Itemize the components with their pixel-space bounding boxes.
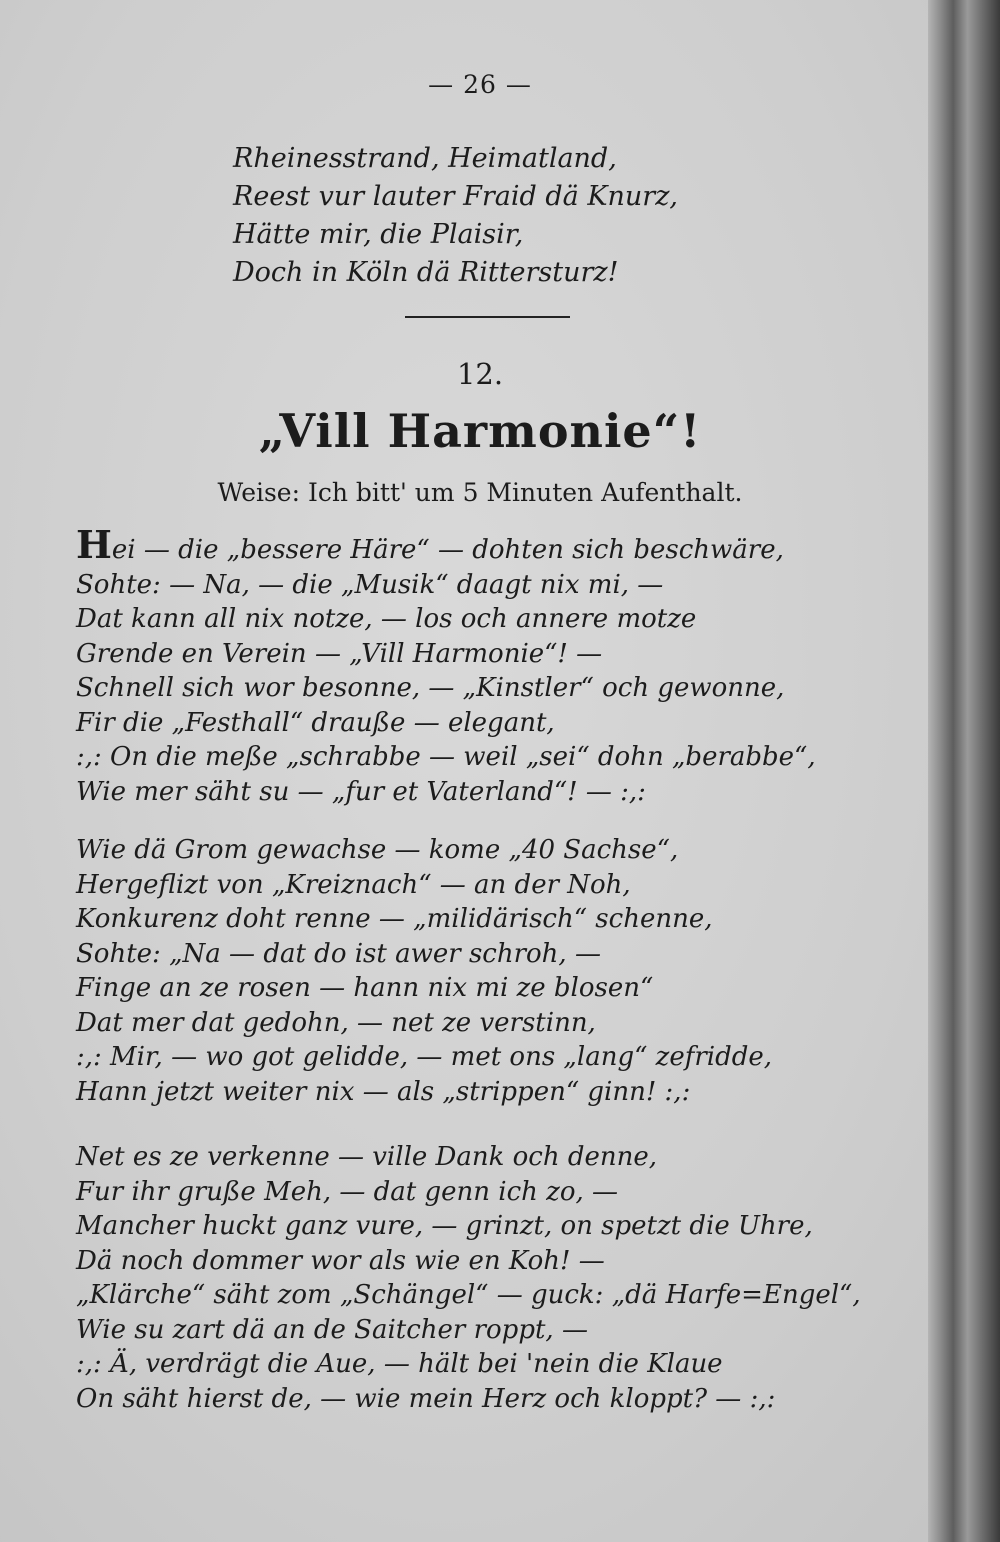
melody-note: Weise: Ich bitt' um 5 Minuten Aufenthalt. bbox=[217, 478, 743, 507]
verse-line: Wie dä Grom gewachse — kome „40 Sachse“, bbox=[76, 835, 679, 865]
verse-line: Net es ze verkenne — ville Dank och denne, bbox=[76, 1142, 658, 1172]
verse-line: Mancher huckt ganz vure, — grinzt, on spetzt die Uhre, bbox=[76, 1211, 813, 1241]
verse-line: Rheinesstrand, Heimatland, bbox=[233, 143, 617, 174]
page-number: — 26 — bbox=[428, 70, 532, 99]
verse-line: Schnell sich wor besonne, — „Kinstler“ och gewonne, bbox=[76, 673, 785, 703]
drop-cap: H bbox=[76, 522, 112, 567]
verse-line: Reest vur lauter Fraid dä Knurz, bbox=[233, 181, 679, 212]
stanza-1 bbox=[76, 522, 816, 809]
verse-line: Wie mer säht su — „fur et Vaterland“! — :,: bbox=[76, 776, 646, 807]
verse-line: Grende en Verein — „Vill Harmonie“! — bbox=[76, 638, 603, 669]
verse-line: Dat mer dat gedohn, — net ze verstinn, bbox=[76, 1007, 596, 1038]
verse-line: Konkurenz doht renne — „milidärisch“ schenne, bbox=[76, 904, 713, 934]
section-divider bbox=[405, 316, 570, 318]
verse-line: Hätte mir, die Plaisir, bbox=[233, 219, 524, 250]
verse-line: Fir die „Festhall“ drauße — elegant, bbox=[76, 707, 555, 738]
verse-line: Hann jetzt weiter nix — als „strippen“ ginn! :,: bbox=[76, 1076, 691, 1107]
verse-line: Doch in Köln dä Rittersturz! bbox=[233, 257, 619, 288]
verse-line: „Klärche“ säht zom „Schängel“ — guck: „dä Harfe=Engel“, bbox=[76, 1280, 861, 1310]
verse-line: Hergeflizt von „Kreiznach“ — an der Noh, bbox=[76, 869, 631, 900]
song-number: 12. bbox=[456, 357, 504, 391]
stanza-2 bbox=[76, 833, 772, 1109]
stanza-3 bbox=[76, 1140, 861, 1416]
verse-line: :,: On die meße „schrabbe — weil „sei“ dohn „berabbe“, bbox=[76, 742, 816, 772]
verse-line: :,: Mir, — wo got gelidde, — met ons „lang“ zefridde, bbox=[76, 1042, 773, 1072]
verse-line: Fur ihr gruße Meh, — dat genn ich zo, — bbox=[76, 1176, 619, 1207]
verse-line: Dä noch dommer wor als wie en Koh! — bbox=[76, 1245, 605, 1276]
song-title: „Vill Harmonie“! bbox=[258, 404, 702, 458]
verse-line: Sohte: „Na — dat do ist awer schroh, — bbox=[76, 938, 601, 969]
verse-line: :,: Ä, verdrägt die Aue, — hält bei 'nein die Klaue bbox=[76, 1349, 723, 1379]
verse-line: Dat kann all nix notze, — los och annere motze bbox=[76, 604, 697, 634]
verse-line: Finge an ze rosen — hann nix mi ze blosen“ bbox=[76, 973, 654, 1003]
previous-song-ending bbox=[233, 140, 678, 292]
verse-line bbox=[76, 522, 816, 568]
verse-line: Wie su zart dä an de Saitcher roppt, — bbox=[76, 1314, 588, 1345]
verse-line-text: ei — die „bessere Häre“ — dohten sich beschwäre, bbox=[111, 535, 784, 565]
book-spine bbox=[928, 0, 1000, 1542]
verse-line: On säht hierst de, — wie mein Herz och kloppt? — :,: bbox=[76, 1383, 776, 1414]
verse-line: Sohte: — Na, — die „Musik“ daagt nix mi, — bbox=[76, 569, 664, 600]
